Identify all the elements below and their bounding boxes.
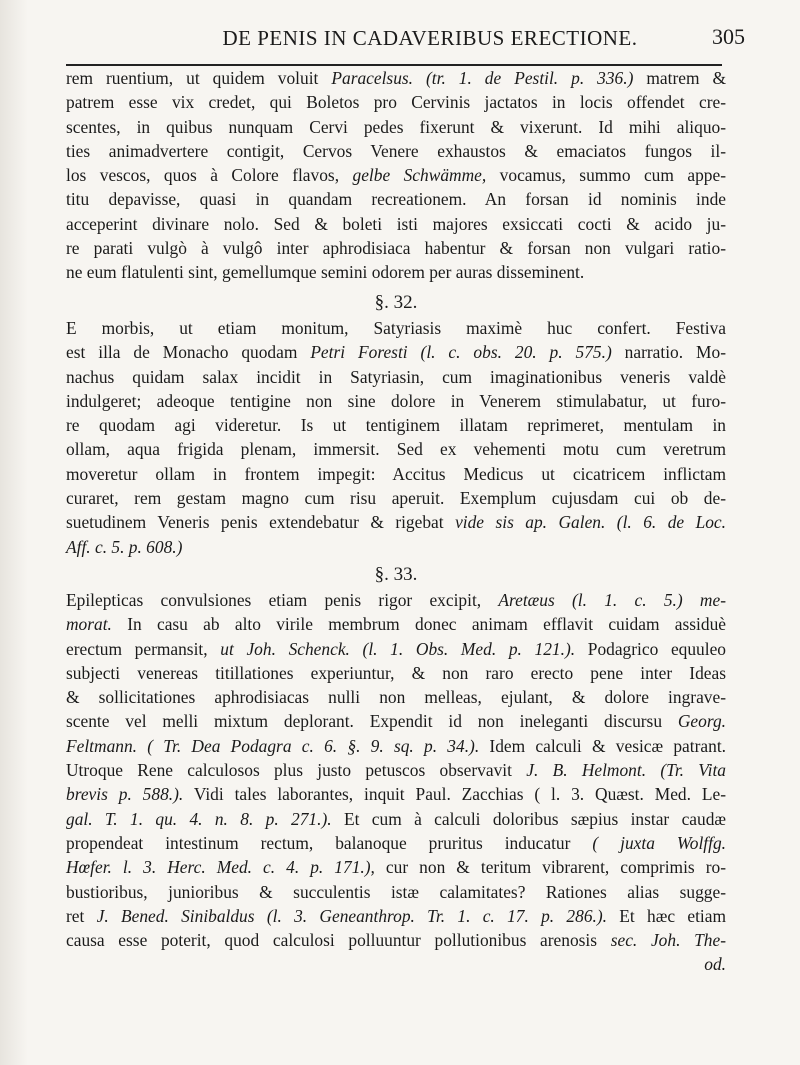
- text-line: [66, 758, 726, 782]
- citation-text: J. Bened. Sinibaldus (l. 3. Geneanthrop. Tr. 1. c. 17. p. 286.).: [96, 905, 608, 926]
- body-text: ne eum flatulenti sint, gemellumque semini odorem per auras disseminent.: [66, 262, 585, 283]
- citation-text: morat.: [66, 614, 112, 635]
- body-text: cur non & teritum vibrarent, comprimis ro-: [374, 857, 726, 878]
- citation-text: Petri Foresti (l. c. obs. 20. p. 575.): [310, 342, 612, 363]
- text-line: [66, 588, 726, 612]
- text-line: [66, 316, 726, 340]
- text-line: [66, 709, 726, 733]
- citation-text: Georg.: [677, 711, 726, 732]
- citation-text: ut Joh. Schenck. (l. 1. Obs. Med. p. 121.).: [220, 638, 576, 659]
- running-title: DE PENIS IN CADAVERIBUS ERECTIONE.: [222, 26, 638, 50]
- citation-text: sec. Joh. The-: [610, 930, 726, 951]
- section-heading-32: [66, 290, 726, 316]
- body-text: matrem &: [633, 68, 727, 88]
- body-text: Et cum à calculi doloribus sæpius instar caudæ: [331, 808, 726, 829]
- text-line: [66, 880, 726, 904]
- text-line: [66, 462, 726, 486]
- text-line: [66, 535, 726, 559]
- body-text: scentes, in quibus nunquam Cervi pedes fixerunt & vixerunt. Id mihi aliquo-: [66, 116, 726, 137]
- body-text: re quodam agi videretur. Is ut tentiginem illatam reprimeret, mentulam in: [66, 415, 726, 436]
- text-line: [66, 661, 726, 685]
- text-line: [66, 782, 726, 806]
- paragraph-3: [66, 588, 726, 977]
- body-text: Epilepticas convulsiones etiam penis rigor excipit,: [66, 590, 499, 610]
- citation-text: Feltmann. ( Tr. Dea Podagra c. 6. §. 9. sq. p. 34.).: [66, 735, 480, 756]
- body-text: est illa de Monacho quodam: [66, 342, 311, 363]
- body-text: narratio. Mo-: [611, 342, 726, 363]
- body-text: Podagrico equuleo: [575, 638, 726, 659]
- body-text: titu depavisse, quasi in quandam recreationem. An forsan id nominis inde: [66, 189, 726, 210]
- section-number: §. 32.: [374, 292, 418, 313]
- body-text: curaret, rem gestam magno cum risu aperuit. Exemplum cujusdam cui ob de-: [66, 488, 726, 509]
- body-text: E morbis, ut etiam monitum, Satyriasis maximè huc confert. Festiva: [66, 318, 726, 338]
- body-text: erectum permansit,: [66, 638, 221, 659]
- text-line: [66, 212, 726, 236]
- body-text: propendeat intestinum rectum, balanoque pruritus inducatur: [66, 832, 593, 853]
- citation-text: Aff. c. 5. p. 608.): [66, 536, 183, 557]
- text-line: [66, 365, 726, 389]
- body-text: ret: [66, 905, 97, 926]
- citation-text: Aretæus (l. 1. c. 5.) me-: [498, 590, 726, 610]
- citation-text: Paracelsus. (tr. 1. de Pestil. p. 336.): [331, 68, 634, 88]
- body-text: re parati vulgò à vulgô inter aphrodisiaca habentur & forsan non vulgari ratio-: [66, 238, 726, 259]
- citation-text: vide sis ap. Galen. (l. 6. de Loc.: [455, 512, 726, 533]
- text-line: [66, 115, 726, 139]
- body-text: rem ruentium, ut quidem voluit: [66, 68, 332, 88]
- text-line: [66, 437, 726, 461]
- page-gutter-shadow: [0, 0, 28, 1065]
- text-line: [66, 163, 726, 187]
- text-line: [66, 413, 726, 437]
- text-line: [66, 260, 726, 284]
- section-heading-33: [66, 562, 726, 588]
- section-number: §. 33.: [374, 564, 418, 585]
- text-line: [66, 340, 726, 364]
- body-text: los vescos, quos à Colore flavos,: [66, 165, 353, 186]
- citation-text: Hœfer. l. 3. Herc. Med. c. 4. p. 171.),: [66, 857, 375, 878]
- body-text: indulgeret; adeoque tentigine non sine dolore in Venerem stimulabatur, ut furo-: [66, 390, 726, 411]
- body-text: scente vel melli mixtum deplorant. Expendit id non ineleganti discursu: [66, 711, 678, 732]
- citation-text: od.: [704, 954, 726, 975]
- body-text: causa esse poterit, quod calculosi polluuntur pollutionibus arenosis: [66, 930, 611, 951]
- body-text: Idem calculi & vesicæ patrant.: [479, 735, 726, 756]
- citation-text: gal. T. 1. qu. 4. n. 8. p. 271.).: [66, 808, 332, 829]
- text-line: [66, 807, 726, 831]
- text-line: [66, 486, 726, 510]
- body-text: Utroque Rene calculosos plus justo petuscos observavit: [66, 760, 527, 781]
- citation-text: ( juxta Wolffg.: [592, 832, 726, 853]
- text-line: [66, 187, 726, 211]
- text-line: [66, 952, 726, 976]
- citation-text: brevis p. 588.).: [66, 784, 184, 805]
- text-line: [66, 510, 726, 534]
- body-text: Vidi tales laborantes, inquit Paul. Zacchias ( l. 3. Quæst. Med. Le-: [183, 784, 726, 805]
- citation-text: gelbe Schwämme,: [352, 165, 487, 186]
- body-text: patrem esse vix credet, qui Boletos pro Cervinis jactatos in locis offendet cre-: [66, 92, 726, 113]
- body-text: suetudinem Veneris penis extendebatur & rigebat: [66, 512, 456, 533]
- text-line: [66, 928, 726, 952]
- text-line: [66, 831, 726, 855]
- body-text: ollam, aqua frigida plenam, immersit. Sed ex vehementi motu cum veretrum: [66, 439, 726, 460]
- text-line: [66, 685, 726, 709]
- body-text: & sollicitationes aphrodisiacas nulli non melleas, ejulant, & dolore ingrave-: [66, 687, 726, 708]
- body-text: nachus quidam salax incidit in Satyriasin, cum imaginationibus veneris valdè: [66, 366, 726, 387]
- text-line: [66, 90, 726, 114]
- body-text: Et hæc etiam: [607, 905, 726, 926]
- text-line: [66, 389, 726, 413]
- text-line: [66, 612, 726, 636]
- body-text: bustioribus, junioribus & succulentis istæ calamitates? Rationes alias sugge-: [66, 881, 726, 902]
- text-line: [66, 637, 726, 661]
- body-text: acceperint divinare nolo. Sed & boleti isti majores exsiccati cocti & acido ju-: [66, 213, 726, 234]
- text-line: [66, 236, 726, 260]
- body-text: ties animadvertere contigit, Cervos Venere exhaustos & emaciatos fungos il-: [66, 140, 726, 161]
- text-line: [66, 855, 726, 879]
- text-line: [66, 904, 726, 928]
- text-line: [66, 66, 726, 90]
- citation-text: J. B. Helmont. (Tr. Vita: [526, 760, 726, 781]
- page-number: 305: [712, 24, 745, 49]
- paragraph-1: [66, 66, 726, 285]
- body-text: vocamus, summo cum appe-: [486, 165, 726, 186]
- body-text: subjecti venereas titillationes experiuntur, & non raro erecto pene inter Ideas: [66, 662, 726, 683]
- body-text: moveretur ollam in frontem impegit: Accitus Medicus ut cicatricem inflictam: [66, 463, 726, 484]
- text-line: [66, 734, 726, 758]
- text-line: [66, 139, 726, 163]
- body-text: In casu ab alto virile membrum donec animam efflavit cuidam assiduè: [111, 614, 726, 635]
- paragraph-2: [66, 316, 726, 559]
